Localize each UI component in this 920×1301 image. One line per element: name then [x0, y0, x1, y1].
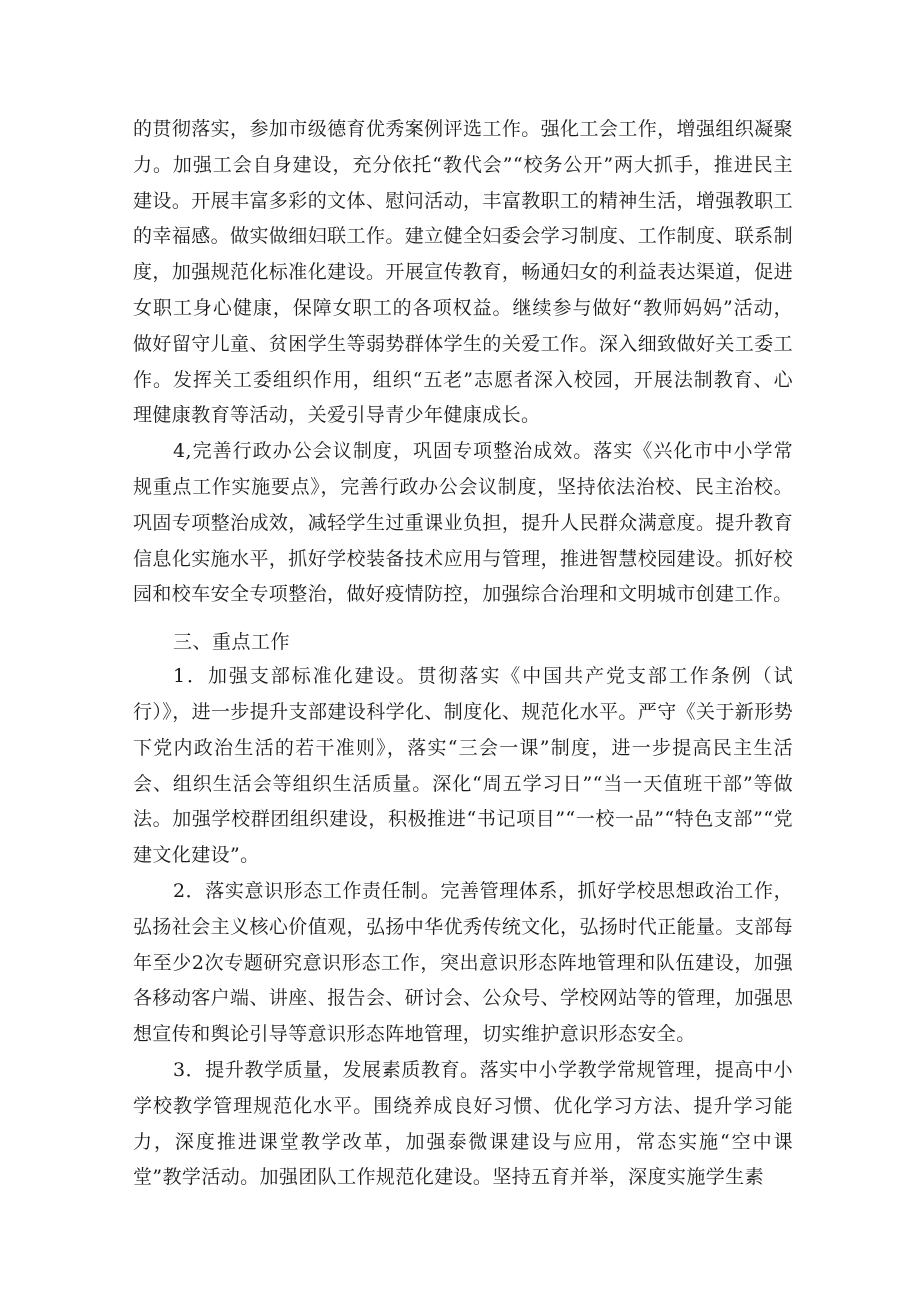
paragraph-item-2: 2．落实意识形态工作责任制。完善管理体系，抓好学校思想政治工作，弘扬社会主义核心价值观，弘扬中华优秀传统文化，弘扬时代正能量。支部每年至少2次专题研究意识形态工作，突出意识形态阵地管理和队伍建设，加强各移动客户端、讲座、报告会、研讨会、公众号、学校网站等的管理，加强思想宣传和舆论引导等意识形态阵地管理，切实维护意识形态安全。 [133, 879, 793, 1046]
paragraph-continued: 的贯彻落实，参加市级德育优秀案例评选工作。强化工会工作，增强组织凝聚力。加强工会自身建设，充分依托“教代会”“校务公开”两大抓手，推进民主建设。开展丰富多彩的文体、慰问活动，丰富教职工的精神生活，增强教职工的幸福感。做实做细妇联工作。建立健全妇委会学习制度、工作制度、联系制度，加强规范化标准化建设。开展宣传教育，畅通妇女的利益表达渠道，促进女职工身心健康，保障女职工的各项权益。继续参与做好“教师妈妈”活动，做好留守儿童、贫困学生等弱势群体学生的关爱工作。深入细致做好关工委工作。发挥关工委组织作用，组织“五老”志愿者深入校园，开展法制教育、心理健康教育等活动，关爱引导青少年健康成长。 [133, 118, 793, 427]
paragraph-item-1: 1．加强支部标准化建设。贯彻落实《中国共产党支部工作条例（试行）》，进一步提升支部建设科学化、制度化、规范化水平。严守《关于新形势下党内政治生活的若干准则》，落实“三会一课”制度，进一步提高民主生活会、组织生活会等组织生活质量。深化“周五学习日”“当一天值班干部”等做法。加强学校群团组织建设，积极推进“书记项目”“一校一品”“特色支部”“党建文化建设”。 [133, 665, 794, 867]
document-page [133, 112, 793, 1196]
section-heading: 三、重点工作 [173, 631, 291, 654]
paragraph-item-3: 3．提升教学质量，发展素质教育。落实中小学教学常规管理，提高中小学校教学管理规范化水平。围绕养成良好习惯、优化学习方法、提升学习能力，深度推进课堂教学改革，加强泰微课建设与应用，常态实施“空中课堂”教学活动。加强团队工作规范化建设。坚持五育并举，深度实施学生素 [133, 1058, 793, 1189]
paragraph-item-4: 4,完善行政办公会议制度，巩固专项整治成效。落实《兴化市中小学常规重点工作实施要点》，完善行政办公会议制度，坚持依法治校、民主治校。巩固专项整治成效，减轻学生过重课业负担，提升人民群众满意度。提升教育信息化实施水平，抓好学校装备技术应用与管理，推进智慧校园建设。抓好校园和校车安全专项整治，做好疫情防控，加强综合治理和文明城市创建工作。 [133, 440, 793, 606]
